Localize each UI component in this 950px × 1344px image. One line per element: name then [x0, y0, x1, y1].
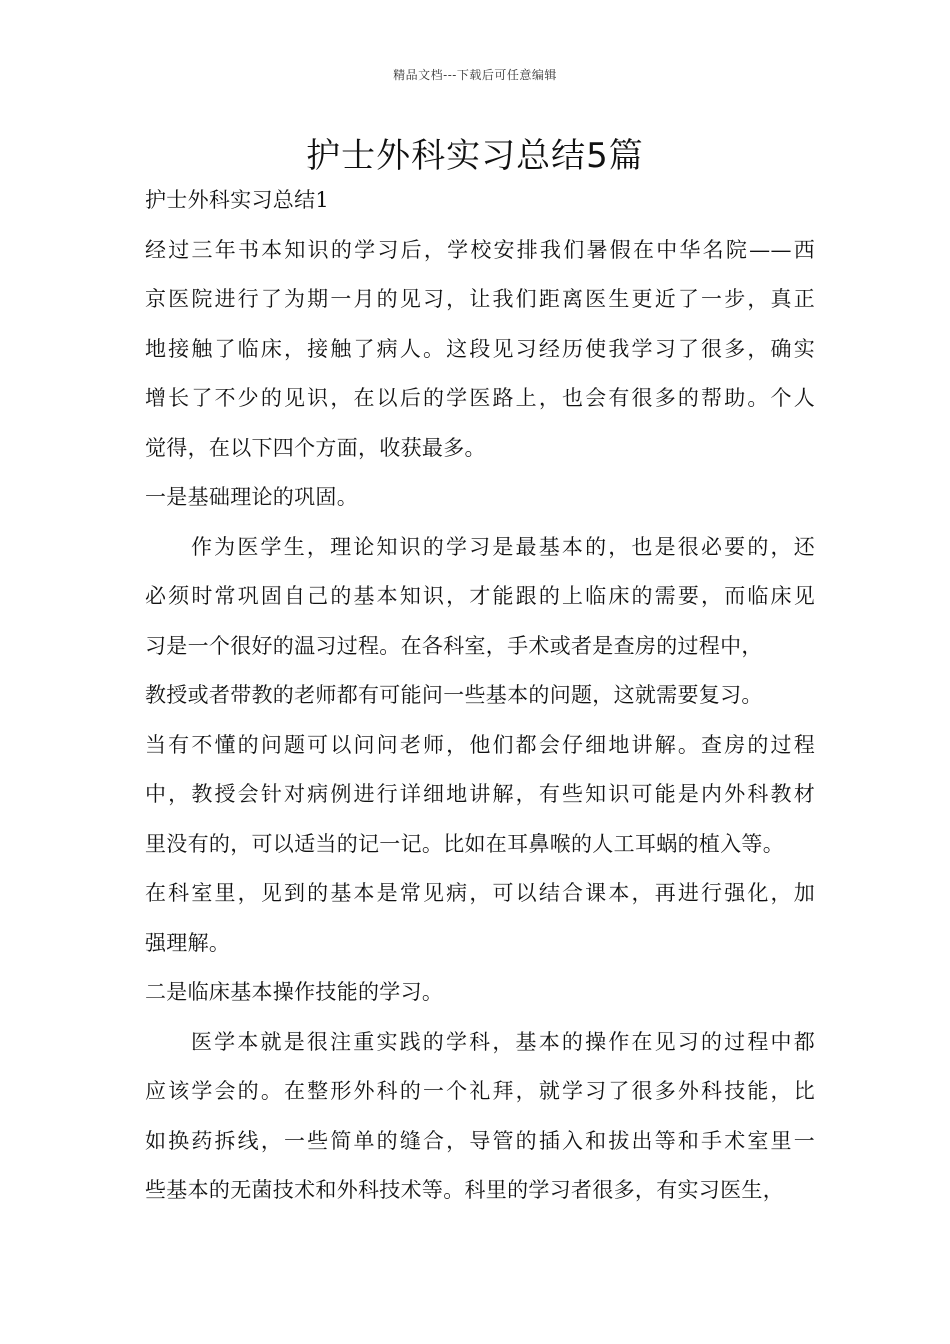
body-text-line: 经过三年书本知识的学习后，学校安排我们暑假在中华名院——西	[145, 237, 815, 262]
body-text-line: 里没有的，可以适当的记一记。比如在耳鼻喉的人工耳蜗的植入等。	[145, 831, 784, 856]
body-text-line: 当有不懂的问题可以问问老师，他们都会仔细地讲解。查房的过程	[145, 732, 815, 757]
body-text-line: 京医院进行了为期一月的见习，让我们距离医生更近了一步，真正	[145, 287, 815, 311]
body-text-line: 如换药拆线，一些简单的缝合，导管的插入和拔出等和手术室里一	[145, 1128, 815, 1153]
document-title: 护士外科实习总结5篇	[306, 136, 644, 176]
body-text-line: 强理解。	[145, 930, 231, 955]
document-body	[145, 184, 815, 1224]
body-text-line: 一是基础理论的巩固。	[145, 485, 358, 509]
body-text-line: 护士外科实习总结1	[145, 188, 330, 212]
body-text-line: 中，教授会针对病例进行详细地讲解，有些知识可能是内外科教材	[145, 782, 815, 806]
body-text-line: 应该学会的。在整形外科的一个礼拜，就学习了很多外科技能，比	[145, 1079, 815, 1103]
page-header: 精品文档---下载后可任意编辑	[393, 68, 557, 82]
body-text-line: 作为医学生，理论知识的学习是最基本的，也是很必要的，还	[191, 534, 815, 559]
body-text-line: 必须时常巩固自己的基本知识，才能跟的上临床的需要，而临床见	[145, 584, 815, 608]
body-text-line: 觉得，在以下四个方面，收获最多。	[145, 435, 486, 460]
body-text-line: 些基本的无菌技术和外科技术等。科里的学习者很多，有实习医生，	[145, 1178, 784, 1202]
body-text-line: 在科室里，见到的基本是常见病，可以结合课本，再进行强化，加	[145, 881, 815, 905]
body-text-line: 习是一个很好的温习过程。在各科室，手术或者是查房的过程中，	[145, 633, 763, 658]
body-text-line: 教授或者带教的老师都有可能问一些基本的问题，这就需要复习。	[145, 683, 763, 707]
body-text-line: 增长了不少的见识，在以后的学医路上，也会有很多的帮助。个人	[145, 386, 815, 410]
body-text-line: 医学本就是很注重实践的学科，基本的操作在见习的过程中都	[191, 1029, 815, 1054]
body-text-line: 地接触了临床，接触了病人。这段见习经历使我学习了很多，确实	[145, 336, 815, 361]
body-text-line: 二是临床基本操作技能的学习。	[145, 980, 444, 1004]
